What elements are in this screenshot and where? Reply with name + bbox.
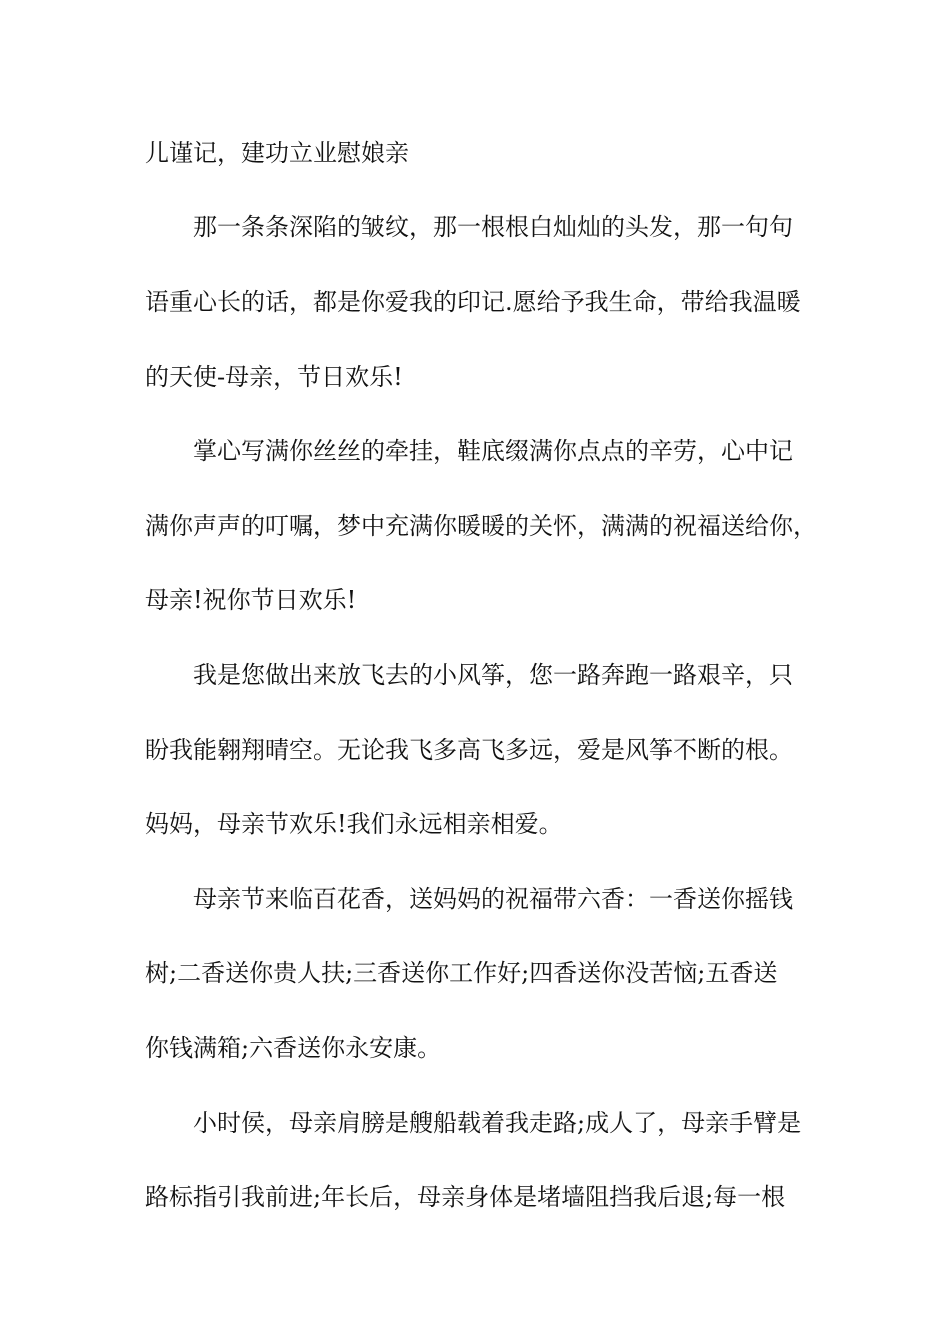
paragraph-first-line: 掌心写满你丝丝的牵挂，鞋底缀满你点点的辛劳，心中记 (193, 437, 793, 465)
paragraph-first-line: 那一条条深陷的皱纹，那一根根白灿灿的头发，那一句句 (193, 213, 793, 241)
text-line: 路标指引我前进;年长后，母亲身体是堵墙阻挡我后退;每一根 (145, 1183, 786, 1211)
text-line: 儿谨记，建功立业慰娘亲 (145, 139, 409, 167)
text-line: 你钱满箱;六香送你永安康。 (145, 1034, 442, 1062)
text-line: 的天使-母亲，节日欢乐! (145, 363, 403, 391)
paragraph-first-line: 我是您做出来放飞去的小风筝，您一路奔跑一路艰辛，只 (193, 661, 793, 689)
paragraph-first-line: 小时侯，母亲肩膀是艘船载着我走路;成人了，母亲手臂是 (193, 1109, 802, 1137)
text-line: 树;二香送你贵人扶;三香送你工作好;四香送你没苦恼;五香送 (145, 959, 778, 987)
text-line: 满你声声的叮嘱，梦中充满你暖暖的关怀，满满的祝福送给你， (145, 512, 817, 540)
text-line: 语重心长的话，都是你爱我的印记.愿给予我生命，带给我温暖 (145, 288, 801, 316)
text-line: 妈妈，母亲节欢乐!我们永远相亲相爱。 (145, 810, 563, 838)
text-line: 盼我能翱翔晴空。无论我飞多高飞多远，爱是风筝不断的根。 (145, 736, 793, 764)
text-line: 母亲!祝你节日欢乐! (145, 586, 357, 614)
paragraph-first-line: 母亲节来临百花香，送妈妈的祝福带六香：一香送你摇钱 (193, 885, 793, 913)
